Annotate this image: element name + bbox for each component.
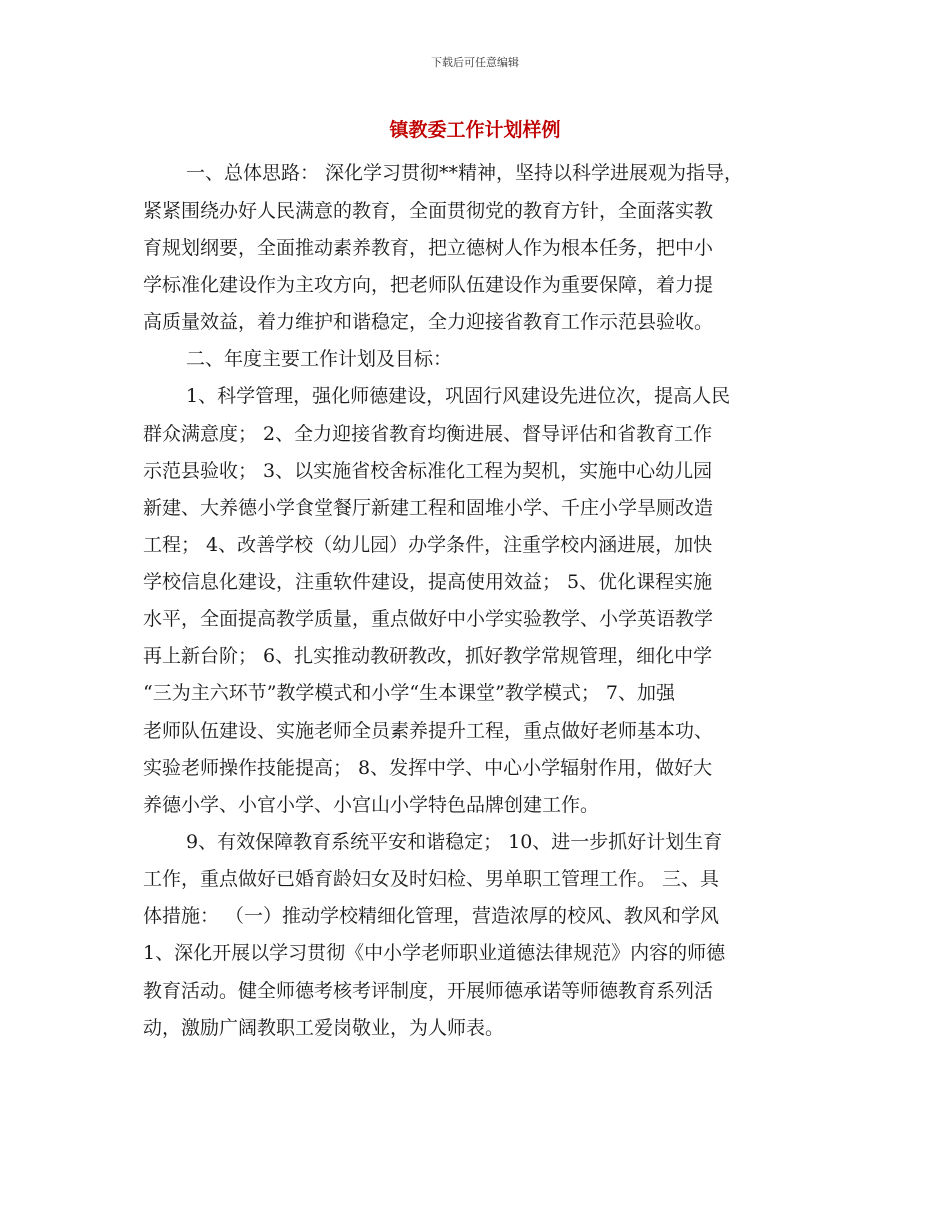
text-line: 群众满意度； 2、全力迎接省教育均衡进展、督导评估和省教育工作 <box>143 423 713 445</box>
text-line: 工程； 4、改善学校（幼儿园）办学条件，注重学校内涵进展，加快 <box>143 534 713 556</box>
text-line: 1、深化开展以学习贯彻《中小学老师职业道德法律规范》内容的师德 <box>143 942 726 964</box>
text-line: 高质量效益，着力维护和谐稳定，全力迎接省教育工作示范县验收。 <box>143 311 714 333</box>
text-line: 9、有效保障教育系统平安和谐稳定； 10、进一步抓好计划生育 <box>186 831 723 853</box>
text-line: 紧紧围绕办好人民满意的教育，全面贯彻党的教育方针，全面落实教 <box>143 200 714 222</box>
text-line: 示范县验收； 3、以实施省校舍标准化工程为契机，实施中心幼儿园 <box>143 460 713 482</box>
text-line: 1、科学管理，强化师德建设，巩固行风建设先进位次，提高人民 <box>186 385 731 407</box>
header-note: 下载后可任意编辑 <box>431 56 519 69</box>
text-line: 老师队伍建设、实施老师全员素养提升工程，重点做好老师基本功、 <box>143 720 714 742</box>
text-line: 学标准化建设作为主攻方向，把老师队伍建设作为重要保障，着力提 <box>143 274 714 296</box>
text-line: 实验老师操作技能提高； 8、发挥中学、中心小学辐射作用，做好大 <box>143 757 713 779</box>
text-line: 再上新台阶； 6、扎实推动教研教改，抓好教学常规管理，细化中学 <box>143 645 713 667</box>
document-title: 镇教委工作计划样例 <box>389 119 561 141</box>
text-line: 养德小学、小官小学、小宫山小学特色品牌创建工作。 <box>143 794 600 816</box>
text-line: 育规划纲要，全面推动素养教育，把立德树人作为根本任务，把中小 <box>143 237 714 259</box>
text-line: 体措施： （一）推动学校精细化管理，营造浓厚的校风、教风和学风 <box>143 905 720 927</box>
text-line: 教育活动。健全师德考核考评制度，开展师德承诺等师德教育系列活 <box>143 980 714 1002</box>
text-line: 二、年度主要工作计划及目标： <box>186 348 453 370</box>
text-line: 学校信息化建设，注重软件建设，提高使用效益； 5、优化课程实施 <box>143 571 713 593</box>
text-line: 动，激励广阔教职工爱岗敬业，为人师表。 <box>143 1017 505 1039</box>
text-line: 一、总体思路： 深化学习贯彻**精神，坚持以科学进展观为指导， <box>186 162 744 184</box>
text-line: 新建、大养德小学食堂餐厅新建工程和固堆小学、千庄小学旱厕改造 <box>143 497 714 519</box>
text-line: 水平，全面提高教学质量，重点做好中小学实验教学、小学英语教学 <box>143 608 714 630</box>
text-line: “三为主六环节”教学模式和小学“生本课堂”教学模式； 7、加强 <box>143 682 675 704</box>
text-line: 工作，重点做好已婚育龄妇女及时妇检、男单职工管理工作。 三、具 <box>143 868 720 890</box>
